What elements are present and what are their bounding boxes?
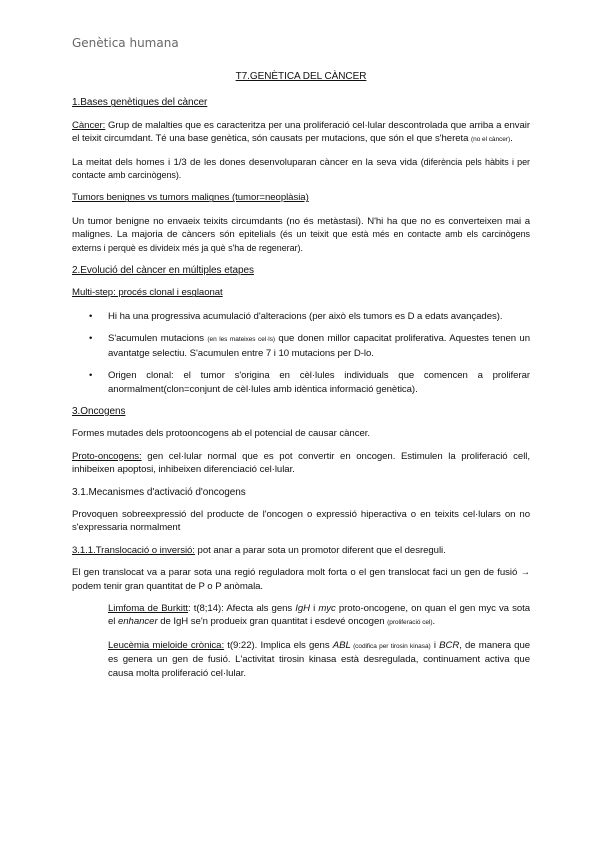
multistep-subheading: Multi-step: procés clonal i esglaonat: [72, 287, 223, 299]
cancer-definition: [72, 119, 530, 147]
protooncogens-text: gen cel·lular normal que es pot convertir en oncogen. Estimulen la proliferació cell, inhibeixen apoptosi, inhibeixen diferenciació cel·lular.: [72, 450, 530, 476]
document-body: [72, 70, 530, 689]
list-item: [72, 332, 530, 360]
burkitt-paragraph: [108, 602, 530, 630]
igh-gene: IgH: [295, 602, 311, 614]
cml-and: i: [430, 639, 440, 651]
translocation-term: 3.1.1.Translocació o inversió:: [72, 544, 195, 556]
burkitt-text-3: de IgH se'n produeix gran quantitat i esdevé oncogen: [157, 616, 388, 628]
cancer-definition-note: (no el càncer): [471, 136, 511, 144]
tumors-paragraph: [72, 215, 530, 255]
list-item: • Hi ha una progressiva acumulació d'alteracions (per això els tumors es D a edats avançades).: [72, 310, 530, 323]
multistep-list: [72, 310, 530, 396]
abl-gene: ABL: [332, 639, 351, 651]
enhancer-term: enhancer: [117, 616, 158, 628]
cml-paragraph: [108, 639, 530, 680]
section-2-heading: 2.Evolució del càncer en múltiples etapes: [72, 265, 254, 277]
abl-note: (codifica per tirosin kinasa): [350, 642, 431, 650]
section-1-heading: 1.Bases genètiques del càncer: [72, 97, 208, 109]
document-title: T7.GENÈTICA DEL CÀNCER: [235, 71, 367, 82]
incidence-note: (diferència pels hàbits i per contacte amb carcinògens).: [72, 156, 530, 181]
cancer-definition-end: .: [510, 133, 513, 145]
list-item-text-end: que donen millor capacitat proliferativa. Aquestes tenen un avantatge selectiu. S'acumulen entre 7 i 10 mutacions per D-lo.: [108, 333, 530, 359]
burkitt-end: .: [432, 616, 436, 628]
bcr-gene: BCR: [439, 639, 460, 651]
translocation-text: pot anar a parar sota un promotor diferent que el desreguli.: [194, 544, 446, 556]
cml-term: Leucèmia mieloide crònica:: [108, 639, 225, 651]
burkitt-text: : t(8;14): Afecta als gens: [188, 602, 296, 614]
translocation-paragraph: [72, 544, 530, 557]
incidence-paragraph: [72, 156, 530, 183]
cancer-definition-text: Grup de malalties que es caracteritza per una proliferació cel·lular descontrolada que arriba a envair el teixit circumdant. Té una base genètica, són causats per mutacions, que són el que s'hereta: [72, 119, 530, 145]
myc-gene: myc: [318, 602, 336, 614]
section-3-heading: 3.Oncogens: [72, 405, 126, 417]
burkitt-term: Limfoma de Burkitt: [108, 602, 189, 614]
list-item-note: (en les mateixes cel·ls): [207, 336, 276, 344]
oncogens-definition: Formes mutades dels protooncogens ab el potencial de causar càncer.: [72, 428, 370, 440]
cml-text-2: , de manera que es genera un gen de fusió. L'activitat tirosin kinasa està desregulada, continuament activa que causa molta proliferació cel·lular.: [108, 639, 531, 679]
protooncogens-paragraph: [72, 450, 530, 477]
section-3-1-heading: 3.1.Mecanismes d'activació d'oncogens: [72, 486, 246, 498]
tumors-text: Un tumor benigne no envaeix teixits circumdants (no és metàstasi). N'hi ha que no es converteixen mai a malignes. La majoria de càncers són epitelials: [72, 215, 530, 241]
mechanisms-paragraph: Provoquen sobreexpressió del producte de l'oncogen o expressió hiperactiva o en teixits cel·lulars on no s'expressaria normalment: [72, 508, 530, 534]
burkitt-text-2: proto-oncogene, on quan el gen myc va sota el: [108, 602, 531, 628]
incidence-text: La meitat dels homes i 1/3 de les dones desenvoluparan càncer en la seva vida: [72, 156, 421, 168]
translocation-detail: El gen translocat va a parar sota una regió reguladora molt forta o el gen translocat faci un gen de fusió → podem tenir gran quantitat de P o P anòmala.: [72, 567, 530, 592]
protooncogens-term: Proto-oncogens:: [72, 450, 142, 462]
burkitt-and: i: [310, 602, 319, 614]
list-item: • Origen clonal: el tumor s'origina en cèl·lules individuals que comencen a proliferar anormalment(clon=conjunt de cèl·lules amb idèntica informació genètica).: [72, 369, 530, 396]
tumors-note: (és un teixit que està més en contacte amb els carcinògens externs i perquè es divideix més ja què s'ha de regenerar).: [72, 229, 530, 253]
tumors-subheading: Tumors benignes vs tumors malignes (tumor=neoplàsia): [72, 192, 309, 204]
cml-text: t(9:22). Implica els gens: [224, 639, 333, 651]
list-item-text: S'acumulen mutacions: [108, 333, 208, 345]
running-header: Genètica humana: [72, 36, 179, 50]
burkitt-note: (proliferació cel): [387, 619, 433, 627]
cancer-term: Càncer:: [72, 119, 106, 131]
